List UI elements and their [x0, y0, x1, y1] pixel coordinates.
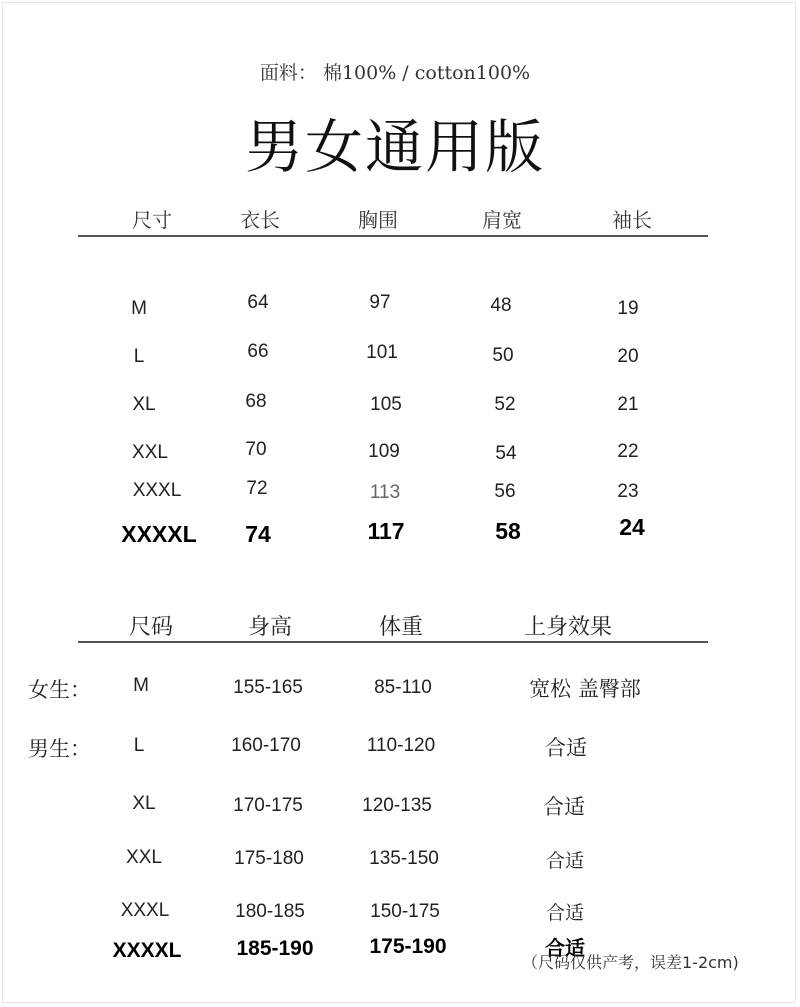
header-size: 尺寸 [132, 208, 172, 232]
table-cell: XXL [132, 442, 168, 463]
table-cell: 50 [492, 345, 514, 366]
table-cell: 70 [245, 439, 267, 460]
table-cell: 150-175 [370, 901, 440, 922]
header-chest: 胸围 [358, 208, 398, 232]
header-fit-effect: 上身效果 [523, 615, 613, 640]
table-cell: 宽松 盖臀部 [529, 677, 641, 701]
header-sleeve: 袖长 [612, 208, 652, 232]
header-height: 身高 [247, 615, 293, 640]
table-cell: 合适 [545, 902, 585, 924]
header-length: 衣长 [240, 208, 280, 232]
table-cell: XXXL [132, 480, 182, 501]
header-divider [78, 235, 708, 237]
table-cell: 合适 [543, 795, 585, 819]
table-cell: 合适 [545, 736, 587, 760]
table-cell: 135-150 [369, 848, 439, 869]
table-cell: 20 [617, 346, 639, 367]
table-cell: 66 [247, 341, 269, 362]
table-cell: 175-190 [369, 935, 447, 958]
table-cell: 23 [617, 481, 639, 502]
table-cell: 58 [495, 518, 521, 544]
gender-label-male: 男生： [28, 737, 91, 761]
gender-label-female: 女生： [28, 678, 91, 702]
table-cell: 85-110 [374, 677, 432, 698]
table-cell: 109 [368, 441, 400, 462]
table-cell: L [133, 735, 145, 756]
table-cell: 21 [617, 394, 639, 415]
table-cell: 52 [494, 394, 516, 415]
table-cell: 48 [490, 295, 512, 316]
table-cell: 19 [617, 298, 639, 319]
table-cell: M [133, 675, 149, 696]
table-cell: 170-175 [233, 795, 303, 816]
table-cell: XXXXL [112, 939, 182, 962]
table-cell: XXL [126, 847, 162, 868]
table-cell: 155-165 [233, 677, 303, 698]
table-cell: L [133, 346, 145, 367]
table-cell: 180-185 [235, 901, 305, 922]
table-cell: XL [132, 793, 156, 814]
table-cell: 160-170 [231, 735, 301, 756]
table-cell: M [131, 298, 147, 319]
table-cell: 97 [369, 292, 391, 313]
header-weight: 体重 [378, 615, 424, 640]
table-cell: 117 [367, 518, 405, 544]
size-disclaimer: （尺码仅供产考，误差1-2cm) [522, 953, 739, 972]
table-cell: 56 [494, 481, 516, 502]
table-cell: 22 [617, 441, 639, 462]
table-cell: 74 [245, 521, 271, 547]
table-cell: 合适 [545, 936, 585, 960]
table-cell: 合适 [545, 850, 585, 872]
table-cell: 72 [246, 478, 268, 499]
header-divider [78, 641, 708, 643]
table-cell: 68 [245, 391, 267, 412]
table-cell: 54 [495, 443, 517, 464]
fabric-info: 面料： 棉100% / cotton100% [259, 62, 531, 84]
table-cell: XXXXL [121, 521, 197, 547]
table-cell: 185-190 [236, 937, 314, 960]
table-cell: 101 [366, 342, 398, 363]
header-shoulder: 肩宽 [482, 208, 522, 232]
table-cell: 120-135 [362, 795, 432, 816]
table-cell: 175-180 [234, 848, 304, 869]
table-cell: 64 [247, 292, 269, 313]
table-cell: 105 [370, 394, 402, 415]
table-cell: 113 [369, 482, 401, 503]
table-cell: XL [132, 394, 156, 415]
table-cell: 24 [619, 514, 645, 540]
page-title: 男女通用版 [244, 113, 545, 181]
table-cell: 110-120 [366, 735, 436, 756]
header-size-code: 尺码 [128, 615, 174, 640]
table-cell: XXXL [120, 900, 170, 921]
